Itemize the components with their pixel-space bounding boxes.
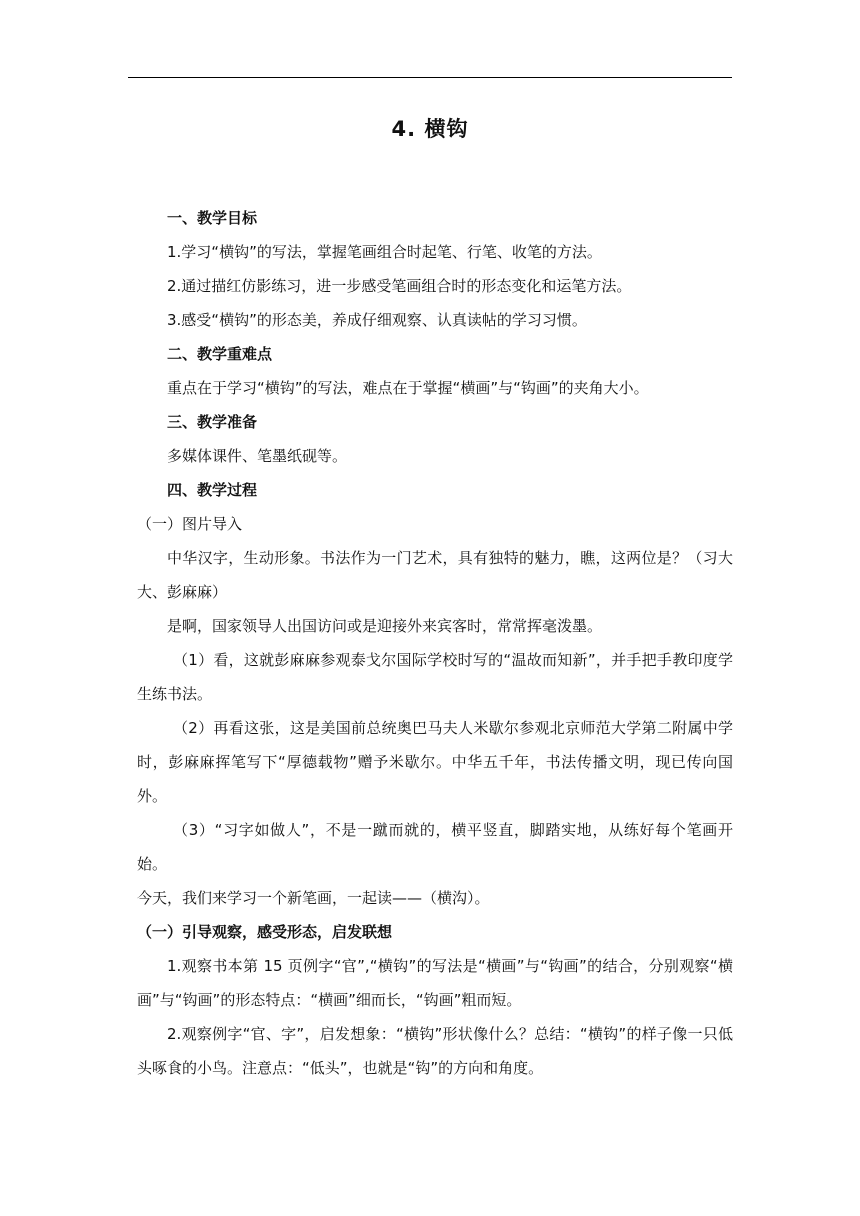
key-points-text: 重点在于学习“横钩”的写法，难点在于掌握“横画”与“钩画”的夹角大小。	[167, 379, 649, 397]
paragraph: 是啊，国家领导人出国访问或是迎接外来宾客时，常常挥毫泼墨。	[167, 617, 603, 635]
paragraph: 今天，我们来学习一个新笔画，一起读——（横沟）。	[137, 889, 490, 907]
paragraph: 2.观察例字“官、字”，启发想象：“横钩”形状像什么？总结：“横钩”的样子像一只低头啄食的小鸟。注意点：“低头”，也就是“钩”的方向和角度。	[137, 1025, 733, 1077]
paragraph: （3）“习字如做人”，不是一蹴而就的，横平竖直，脚踏实地，从练好每个笔画开始。	[137, 821, 733, 873]
header-rule	[128, 77, 732, 78]
heading-key-points: 二、教学重难点	[167, 345, 273, 363]
paragraph: 中华汉字，生动形象。书法作为一门艺术，具有独特的魅力，瞧，这两位是？（习大大、彭麻麻）	[137, 549, 733, 601]
objective-item: 2.通过描红仿影练习，进一步感受笔画组合时的形态变化和运笔方法。	[167, 277, 632, 295]
section-guided-observation: （一）引导观察，感受形态，启发联想	[137, 923, 393, 941]
preparation-text: 多媒体课件、笔墨纸砚等。	[167, 447, 348, 465]
heading-process: 四、教学过程	[167, 481, 258, 499]
paragraph: （2）再看这张，这是美国前总统奥巴马夫人米歇尔参观北京师范大学第二附属中学时，彭麻麻挥笔写下“厚德载物”赠予米歇尔。中华五千年，书法传播文明，现已传向国外。	[137, 719, 733, 805]
document-body	[137, 201, 733, 1085]
objective-item: 3.感受“横钩”的形态美，养成仔细观察、认真读帖的学习习惯。	[167, 311, 587, 329]
heading-objectives: 一、教学目标	[167, 209, 258, 227]
objective-item: 1.学习“横钩”的写法，掌握笔画组合时起笔、行笔、收笔的方法。	[167, 243, 602, 261]
section-picture-intro: （一）图片导入	[137, 515, 243, 533]
paragraph: 1.观察书本第 15 页例字“官”,“横钩”的写法是“横画”与“钩画”的结合，分别观察“横画”与“钩画”的形态特点：“横画”细而长，“钩画”粗而短。	[137, 957, 733, 1009]
paragraph: （1）看，这就彭麻麻参观泰戈尔国际学校时写的“温故而知新”，并手把手教印度学生练书法。	[137, 651, 733, 703]
heading-preparation: 三、教学准备	[167, 413, 258, 431]
page-title: 4. 横钩	[391, 117, 469, 141]
